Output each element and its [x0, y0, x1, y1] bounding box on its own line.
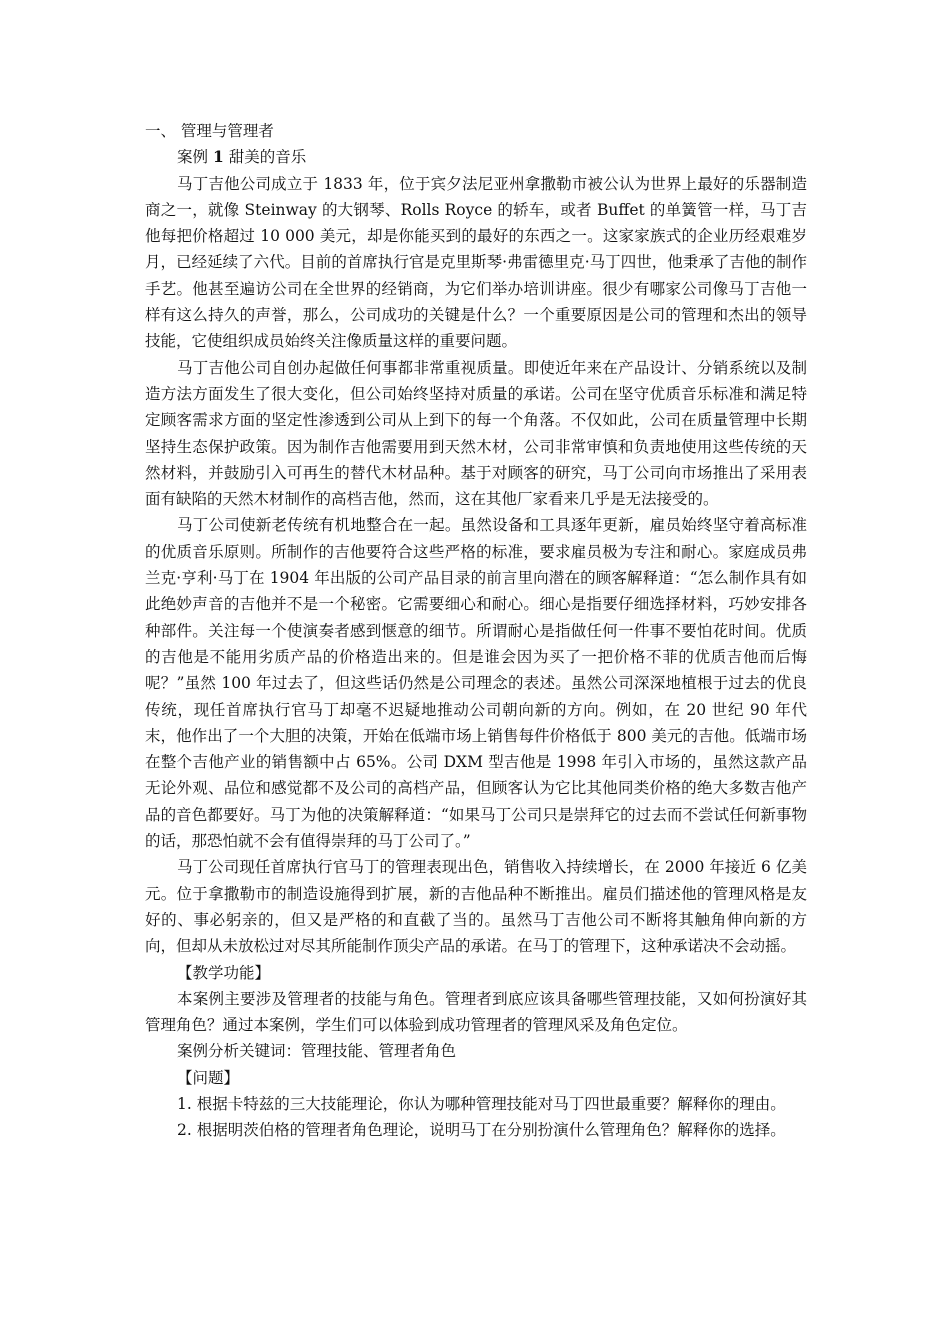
case-paragraph-1: 马丁吉他公司成立于 1833 年，位于宾夕法尼亚州拿撒勒市被公认为世界上最好的乐器制造商之一，就像 Steinway 的大钢琴、Rolls Royce 的轿车，或者 Buffet 的单簧管一样，马丁吉他每把价格超过 10 000 美元，却是你能买到的最好的东西之一。这家家族式的企业历经艰难岁月，已经延续了六代。目前的首席执行官是克里斯琴·弗雷德里克·马丁四世，他秉承了吉他的制作手艺。他甚至遍访公司在全世界的经销商，为它们举办培训讲座。很少有哪家公司像马丁吉他一样有这么持久的声誉，那么，公司成功的关键是什么？一个重要原因是公司的管理和杰出的领导技能，它使组织成员始终关注像质量这样的重要问题。	[145, 174, 807, 351]
case-title	[145, 144, 807, 170]
teaching-heading: 【教学功能】	[177, 963, 271, 982]
section-title: 一、 管理与管理者	[145, 122, 274, 140]
teaching-body: 本案例主要涉及管理者的技能与角色。管理者到底应该具备哪些管理技能，又如何扮演好其管理角色？通过本案例，学生们可以体验到成功管理者的管理风采及角色定位。	[145, 989, 807, 1035]
question-2: 2. 根据明茨伯格的管理者角色理论，说明马丁在分别扮演什么管理角色？解释你的选择。	[177, 1121, 786, 1140]
case-paragraph-3: 马丁公司使新老传统有机地整合在一起。虽然设备和工具逐年更新，雇员始终坚守着高标准的优质音乐原则。所制作的吉他要符合这些严格的标准，要求雇员极为专注和耐心。家庭成员弗兰克·亨利·马丁在 1904 年出版的公司产品目录的前言里向潜在的顾客解释道：“怎么制作具有如此绝妙声音的吉他并不是一个秘密。它需要细心和耐心。细心是指要仔细选择材料，巧妙安排各种部件。关注每一个使演奏者感到惬意的细节。所谓耐心是指做任何一件事不要怕花时间。优质的吉他是不能用劣质产品的价格造出来的。但是谁会因为买了一把价格不菲的优质吉他而后悔呢？”虽然 100 年过去了，但这些话仍然是公司理念的表述。虽然公司深深地植根于过去的优良传统，现任首席执行官马丁却毫不迟疑地推动公司朝向新的方向。例如，在 20 世纪 90 年代末，他作出了一个大胆的决策，开始在低端市场上销售每件价格低于 800 美元的吉他。低端市场在整个吉他产业的销售额中占 65%。公司 DXM 型吉他是 1998 年引入市场的，虽然这款产品无论外观、品位和感觉都不及公司的高档产品，但顾客认为它比其他同类价格的绝大多数吉他产品的音色都要好。马丁为他的决策解释道：“如果马丁公司只是崇拜它的过去而不尝试任何新事物的话，那恐怕就不会有值得崇拜的马丁公司了。”	[145, 516, 807, 851]
document-page	[145, 118, 807, 1144]
question-1: 1. 根据卡特兹的三大技能理论，你认为哪种管理技能对马丁四世最重要？解释你的理由。	[177, 1094, 786, 1113]
keywords-line: 案例分析关键词：管理技能、管理者角色	[177, 1042, 457, 1061]
case-paragraph-2: 马丁吉他公司自创办起做任何事都非常重视质量。即使近年来在产品设计、分销系统以及制造方法方面发生了很大变化，但公司始终坚持对质量的承诺。公司在坚守优质音乐标准和满足特定顾客需求方面的坚定性渗透到公司从上到下的每一个角落。不仅如此，公司在质量管理中长期坚持生态保护政策。因为制作吉他需要用到天然木材，公司非常审慎和负责地使用这些传统的天然材料，并鼓励引入可再生的替代木材品种。基于对顾客的研究，马丁公司向市场推出了采用表面有缺陷的天然木材制作的高档吉他，然而，这在其他厂家看来几乎是无法接受的。	[145, 358, 807, 509]
case-label-title: 甜美的音乐	[228, 148, 307, 167]
case-label-prefix: 案例	[177, 148, 209, 167]
questions-heading: 【问题】	[177, 1068, 240, 1087]
case-paragraph-4: 马丁公司现任首席执行官马丁的管理表现出色，销售收入持续增长，在 2000 年接近 6 亿美元。位于拿撒勒市的制造设施得到扩展，新的吉他品种不断推出。雇员们描述他的管理风格是友好的、事必躬亲的，但又是严格的和直截了当的。虽然马丁吉他公司不断将其触角伸向新的方向，但却从未放松过对尽其所能制作顶尖产品的承诺。在马丁的管理下，这种承诺决不会动摇。	[145, 858, 807, 956]
case-label-number: 1	[212, 147, 224, 167]
